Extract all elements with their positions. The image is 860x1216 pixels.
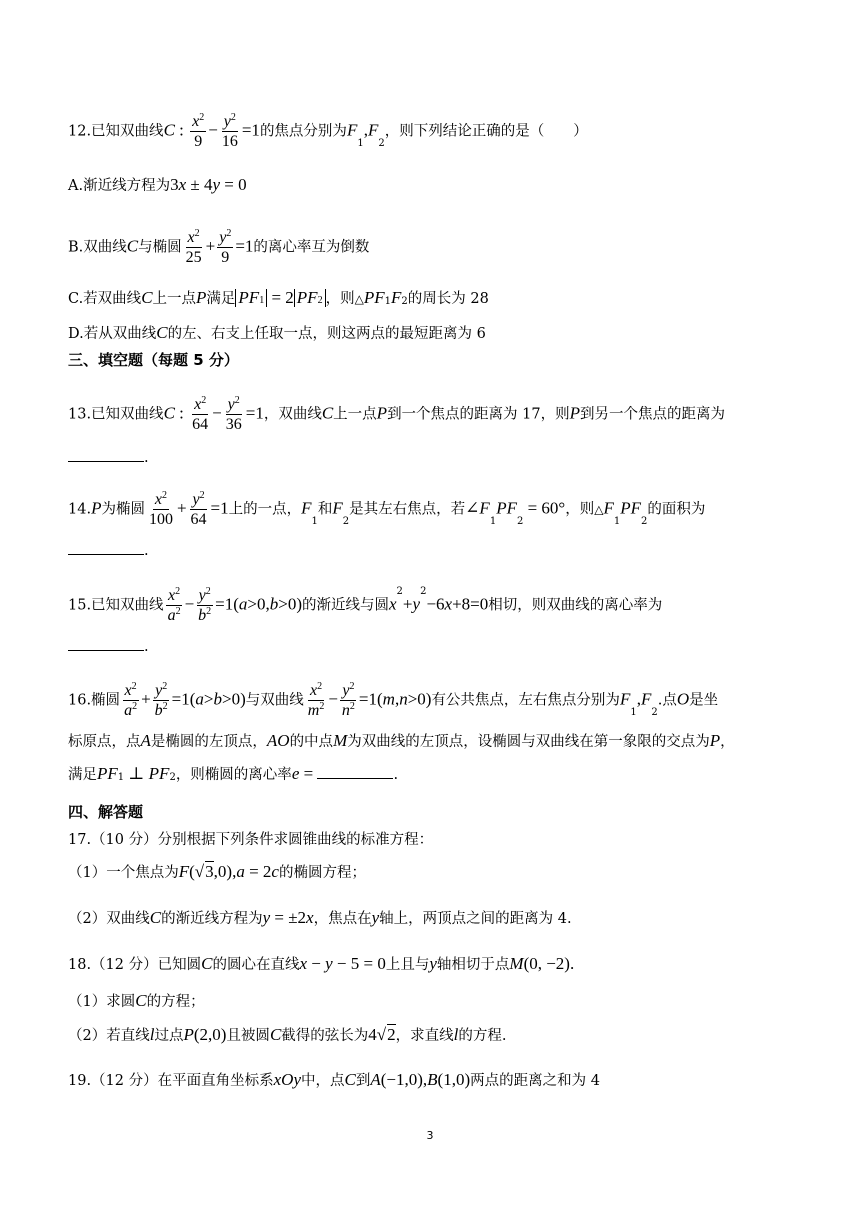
section-3-heading: 三、填空题（每题 5 分） xyxy=(68,351,239,369)
q18-part-1: （1）求圆C的方程； xyxy=(68,991,205,1010)
q14-answer-blank: . xyxy=(68,540,149,561)
q19-stem: 19.（12 分）在平面直角坐标系xOy中，点C到A(−1,0),B(1,0)两点的距离之和为 4 xyxy=(68,1070,600,1089)
q12-option-a: A.渐近线方程为3x ± 4y = 0 xyxy=(68,175,247,194)
page-number: 3 xyxy=(426,1129,434,1142)
q14-stem: 14.P为椭圆 $\frac{x^2}{100}$ + $\frac{y^2}{64}$ =1上的一点，$F_1$和$F_2$是其左右焦点，若$\angle F_1PF_2 = 60^\circ$，则$\triangle F_1PF_2$的面积为 xyxy=(68,490,706,528)
q13-stem: 13.已知双曲线C : $\frac{x^2}{64}$ − $\frac{y^2}{36}$ =1，双曲线C上一点P到一个焦点的距离为 17，则P到另一个焦点的距离为 xyxy=(68,395,726,433)
q16-stem-line-3: 满足$PF_1$ ⊥ $PF_2$，则椭圆的离心率e = . xyxy=(68,764,399,783)
q18-part-2: （2）若直线l过点P(2,0)且被圆C截得的弦长为4√2，求直线l的方程. xyxy=(68,1025,507,1044)
q13-answer-blank: . xyxy=(68,447,149,468)
q18-stem: 18.（12 分）已知圆C的圆心在直线x − y − 5 = 0上且与y轴相切于点M(0, −2). xyxy=(68,954,575,973)
q17-part-2: （2）双曲线C的渐近线方程为y = ±2x，焦点在y轴上，两顶点之间的距离为 4. xyxy=(68,908,572,927)
q17-stem: 17.（10 分）分别根据下列条件求圆锥曲线的标准方程： xyxy=(68,832,434,848)
q12-option-b: B.双曲线C与椭圆 $\frac{x^2}{25}$ + $\frac{y^2}{9}$ =1的离心率互为倒数 xyxy=(68,228,370,266)
q15-stem: 15.已知双曲线 $\frac{x^2}{a^2}$ − $\frac{y^2}{b^2}$ =1(a>0,b>0)的渐近线与圆$x^2+y^2-6x+8=0$相切，则双曲线的离心率为 xyxy=(68,586,663,624)
q16-stem-line-2: 标原点，点A是椭圆的左顶点，AO的中点M为双曲线的左顶点，设椭圆与双曲线在第一象限的交点为P， xyxy=(68,731,735,750)
q12-stem: 12.已知双曲线C : $\frac{x^2}{9}$ − $\frac{y^2}{16}$ =1的焦点分别为$F_1,F_2$，则下列结论正确的是（ ） xyxy=(68,112,588,150)
q16-stem-line-1: 16.椭圆 $\frac{x^2}{a^2}$ + $\frac{y^2}{b^2}$ =1(a>b>0)与双曲线 $\frac{x^2}{m^2}$ − $\frac{y^2}{n^2}$ =1(m,n>0)有公共焦点，左右焦点分别为$F_1,F_2$.点O是坐 xyxy=(68,681,719,719)
section-4-heading: 四、解答题 xyxy=(68,803,144,821)
q12-option-c: C.若双曲线C上一点P满足 PF1 = 2 PF2 ，则$\triangle PF_1F_2$的周长为 28 xyxy=(68,288,489,307)
q12-option-d: D.若从双曲线C的左、右支上任取一点，则这两点的最短距离为 6 xyxy=(68,323,486,342)
q17-part-1: （1）一个焦点为F(√3,0),a = 2c的椭圆方程； xyxy=(68,862,366,881)
q15-answer-blank: . xyxy=(68,636,149,657)
